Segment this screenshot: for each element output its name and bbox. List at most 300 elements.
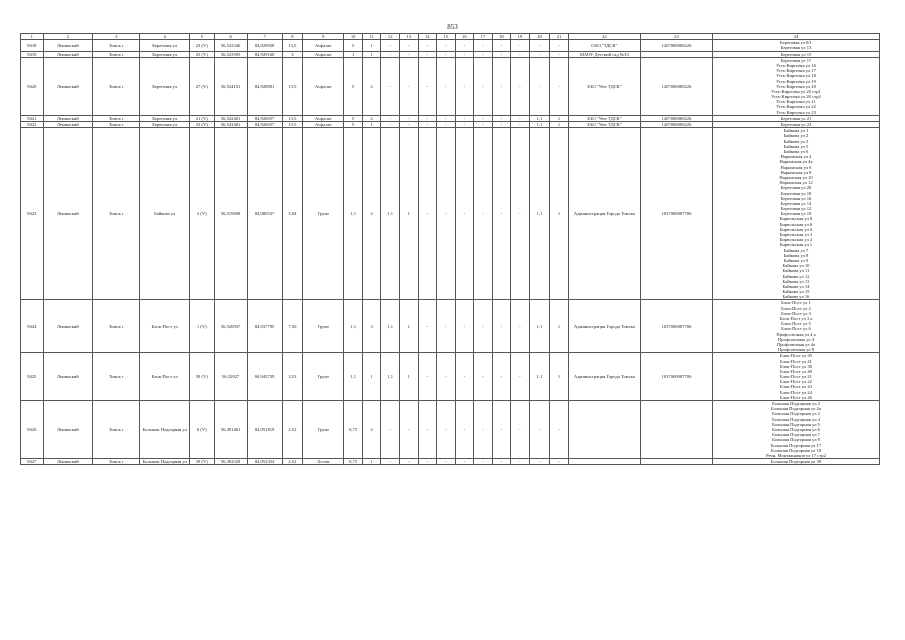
table-cell: Хелон (303, 459, 344, 465)
table-cell: 9426 (21, 401, 44, 459)
table-cell: 0,75 (344, 401, 363, 459)
column-header: 12 (381, 34, 400, 40)
address-item: Байкова ул 14 (782, 283, 810, 289)
table-cell: - (455, 51, 474, 57)
table-cell: 9425 (21, 353, 44, 401)
table-row (21, 128, 880, 300)
table-cell: 9424 (21, 300, 44, 353)
column-header: 15 (437, 34, 456, 40)
table-cell: Ленинский (43, 401, 92, 459)
table-cell: - (550, 51, 569, 57)
table-cell: Ленинский (43, 459, 92, 465)
table-cell: Администрация Города Томска (568, 300, 640, 353)
table-cell: ЗАО "Уют ТДСК" (568, 57, 640, 115)
table-cell: ЗАО "Уют ТДСК" (568, 115, 640, 121)
address-list-cell (713, 300, 880, 353)
table-cell: - (418, 300, 437, 353)
table-cell: 56,492528 (214, 459, 247, 465)
table-cell: - (399, 401, 418, 459)
column-header: 20 (529, 34, 550, 40)
table-cell: - (437, 300, 456, 353)
table-cell: 1 (550, 115, 569, 121)
table-cell: 1,1 (529, 122, 550, 128)
table-cell: Томск г (93, 51, 140, 57)
address-item: Блок-Пост ул 3 а (779, 316, 813, 321)
table-cell: - (492, 353, 511, 401)
table-cell: - (455, 459, 474, 465)
table-cell: Блок-Пост ул (140, 300, 189, 353)
table-cell: 5,04 (282, 128, 303, 300)
address-item: Бирюльская ул 6 (779, 221, 813, 227)
page-number: 853 (447, 23, 458, 31)
table-cell: 84,900537 (247, 128, 282, 300)
table-cell: Асфальт (303, 51, 344, 57)
table-cell: - (529, 51, 550, 57)
column-header: 23 (640, 34, 712, 40)
address-item: Блок-Пост ул 6 (781, 326, 811, 332)
table-cell: 56,52027 (214, 353, 247, 401)
table-cell: - (474, 40, 493, 51)
table-cell: - (437, 401, 456, 459)
table-cell: Грунт (303, 353, 344, 401)
address-item: Большая Подгорная ул 5 (772, 421, 820, 427)
table-cell: 56,522401 (214, 115, 247, 121)
address-item: Нарымская ул 12 (779, 180, 813, 186)
table-cell: 2,52 (282, 401, 303, 459)
table-cell: Администрация Города Томска (568, 128, 640, 300)
table-cell: - (474, 300, 493, 353)
table-cell: 56,526937 (214, 300, 247, 353)
address-item: Блок-Пост ул 24 (780, 389, 812, 395)
table-cell: 9419 (21, 51, 44, 57)
table-cell: 1 (362, 40, 381, 51)
address-item: Байкова ул 3 (783, 138, 809, 144)
table-cell (640, 459, 712, 465)
table-cell: 1,1 (529, 128, 550, 300)
table-cell: 1207000000226 (640, 122, 712, 128)
address-item: Большая Подгорная ул 6 (772, 426, 820, 432)
address-list-cell (713, 128, 880, 300)
column-header: 6 (214, 34, 247, 40)
column-header: 13 (399, 34, 418, 40)
table-cell: - (511, 122, 530, 128)
table-cell: 3 (282, 51, 303, 57)
table-cell: - (511, 115, 530, 121)
table-cell: - (418, 57, 437, 115)
column-header: 11 (362, 34, 381, 40)
column-header: 5 (189, 34, 214, 40)
table-cell: 5 (344, 115, 363, 121)
table-cell: 1,1 (529, 353, 550, 401)
address-item: Береговая ул 21 (780, 115, 812, 121)
address-item: Большая Подгорная ул 17 (770, 442, 822, 448)
table-cell: - (511, 300, 530, 353)
table-cell: 1 (399, 353, 418, 401)
table-cell: Асфальт (303, 57, 344, 115)
table-cell: - (381, 122, 400, 128)
table-cell: Томск г (93, 40, 140, 51)
table-cell: 1207000000226 (640, 57, 712, 115)
table-cell: ЗАО "Уют ТДСК" (568, 122, 640, 128)
table-cell: Асфальт (303, 40, 344, 51)
address-item: Усть-Киргизка ул 21 (776, 99, 816, 105)
table-cell: Береговая ул (140, 57, 189, 115)
address-item: Большая Подгорная ул 18 (770, 447, 822, 453)
table-cell: 5 (344, 57, 363, 115)
table-cell: - (474, 122, 493, 128)
table-cell: - (511, 353, 530, 401)
address-item: Байкова ул 6 (783, 149, 809, 154)
table-cell: - (437, 57, 456, 115)
table-cell: 9423 (21, 128, 44, 300)
table-cell: - (550, 459, 569, 465)
column-header: 17 (474, 34, 493, 40)
table-cell: - (418, 353, 437, 401)
table-cell: Грунт (303, 300, 344, 353)
address-item: Большая Подгорная ул 9 (772, 437, 820, 443)
table-cell: 1 (399, 300, 418, 353)
table-row (21, 401, 880, 459)
table-cell: Администрация Города Томска (568, 353, 640, 401)
table-cell: - (437, 122, 456, 128)
table-cell: 5 (344, 122, 363, 128)
table-cell (640, 401, 712, 459)
table-cell: Ленинский (43, 40, 92, 51)
table-cell: 13,5 (282, 122, 303, 128)
table-cell: - (455, 122, 474, 128)
address-item: Блок-Пост ул 22 (780, 379, 812, 385)
table-row (21, 353, 880, 401)
address-list-cell (713, 40, 880, 51)
table-cell: Ленинский (43, 353, 92, 401)
table-cell: 84,945739 (247, 353, 282, 401)
table-cell: 1,1 (381, 300, 400, 353)
address-item: Байкова ул 16 (782, 294, 810, 300)
table-cell: 1 (550, 122, 569, 128)
table-cell: - (492, 57, 511, 115)
table-cell: 23 (V) (189, 122, 214, 128)
address-item: Блок-Пост ул 23 (780, 384, 812, 390)
table-cell: 1 (362, 459, 381, 465)
table-cell: Береговая ул (140, 51, 189, 57)
table-cell: - (474, 459, 493, 465)
table-cell: - (492, 128, 511, 300)
address-item: Усть-Киргизка ул 17 (776, 68, 816, 74)
table-cell: - (550, 57, 569, 115)
address-item: Бирюльская ул 4 (779, 226, 813, 232)
table-cell: - (381, 401, 400, 459)
table-cell (568, 459, 640, 465)
table-cell: Блок-Пост ул (140, 353, 189, 401)
address-item: Береговая ул 17 (780, 57, 812, 63)
table-cell: - (455, 300, 474, 353)
table-cell: - (381, 51, 400, 57)
table-body (21, 40, 880, 465)
address-item: Береговая ул 20 (780, 185, 812, 191)
address-item: Байкова ул 12 (782, 273, 810, 279)
table-cell: - (455, 115, 474, 121)
table-cell (568, 401, 640, 459)
table-cell: - (474, 115, 493, 121)
table-cell: МАОУ Детский сад №33 (568, 51, 640, 57)
address-item: Блок-Пост ул 39 (780, 353, 812, 359)
address-item: Бирюльская ул 2 (779, 237, 813, 243)
table-cell: 9420 (21, 57, 44, 115)
column-header: 1 (21, 34, 44, 40)
column-header: 16 (455, 34, 474, 40)
address-item: Береговая ул 18 (780, 190, 812, 196)
table-cell: Томск г (93, 115, 140, 121)
address-item: Нарымская ул 6 (780, 164, 812, 170)
table-cell: - (492, 51, 511, 57)
table-cell: - (399, 115, 418, 121)
address-item: Байкова ул 1 (783, 128, 809, 134)
address-item: Нарымская ул 8 (780, 169, 812, 175)
table-cell: - (437, 353, 456, 401)
address-item: Большая Подгорная ул 2 (772, 401, 820, 406)
address-item: Усть-Киргизка ул 20 стр2 (771, 94, 821, 100)
table-cell: 1037000087706 (640, 353, 712, 401)
address-item: Речн. Монтажников ул 17 стр2 (766, 452, 826, 458)
table-cell: Томск г (93, 353, 140, 401)
address-item: Блок-Пост ул 26 (780, 394, 812, 400)
address-item: Нарымская ул 4 (780, 154, 812, 160)
address-item: Блок-Пост ул 2 (781, 305, 811, 311)
table-cell: - (437, 51, 456, 57)
table-cell: - (492, 40, 511, 51)
column-header: 8 (282, 34, 303, 40)
table-cell: Байкова ул (140, 128, 189, 300)
address-item: Блок-Пост ул 3 (781, 310, 811, 316)
table-cell: - (492, 459, 511, 465)
table-cell: Асфальт (303, 115, 344, 121)
address-item: Байкова ул 11 (782, 268, 810, 274)
table-cell: 9421 (21, 115, 44, 121)
table-cell: 13,5 (282, 115, 303, 121)
table-cell: 84,937795 (247, 300, 282, 353)
table-cell: 13,5 (282, 40, 303, 51)
table-cell: 1,1 (529, 300, 550, 353)
table-cell: 9422 (21, 122, 44, 128)
table-row (21, 40, 880, 51)
address-item: Профсоюзная ул 4 а (776, 331, 816, 337)
address-item: Профсоюзная ул 4 (777, 336, 815, 342)
table-cell: - (381, 115, 400, 121)
table-cell: - (418, 40, 437, 51)
column-header: 2 (43, 34, 92, 40)
table-cell: - (437, 128, 456, 300)
table-cell: 1 (399, 128, 418, 300)
data-table (20, 33, 880, 465)
table-cell: Томск г (93, 122, 140, 128)
table-cell: - (492, 122, 511, 128)
table-cell: 3 (362, 300, 381, 353)
table-cell: 1 (550, 300, 569, 353)
table-cell: 2 (362, 401, 381, 459)
table-cell: 23 (V) (189, 40, 214, 51)
address-list-cell (713, 57, 880, 115)
column-header: 7 (247, 34, 282, 40)
address-item: Большая Подгорная ул 3 (772, 411, 820, 417)
column-header: 19 (511, 34, 530, 40)
address-item: Бирюльская ул 8 (779, 216, 813, 222)
address-item: Байкова ул 10 (782, 263, 810, 269)
table-cell: 84,951819 (247, 401, 282, 459)
table-cell: 9427 (21, 459, 44, 465)
table-cell: Ленинский (43, 115, 92, 121)
column-header: 10 (344, 34, 363, 40)
table-cell: - (381, 57, 400, 115)
table-cell: 84,929160 (247, 51, 282, 57)
column-header: 22 (568, 34, 640, 40)
table-cell: - (529, 459, 550, 465)
table-cell: - (529, 401, 550, 459)
table-cell: 1,1 (344, 128, 363, 300)
address-item: Байкова ул 2 (783, 133, 809, 139)
table-cell: - (511, 401, 530, 459)
table-cell: - (381, 459, 400, 465)
address-item: Байкова ул 13 (782, 278, 810, 284)
table-cell: 27 (V) (189, 57, 214, 115)
column-header: 4 (140, 34, 189, 40)
table-cell: 7,56 (282, 300, 303, 353)
table-cell: 1 (362, 51, 381, 57)
address-item: Нарымская ул 4а (779, 159, 813, 165)
table-cell: Ленинский (43, 51, 92, 57)
table-cell: Береговая ул (140, 122, 189, 128)
table-cell: ОАО "ТДСК" (568, 40, 640, 51)
table-cell: - (474, 353, 493, 401)
table-cell: - (399, 122, 418, 128)
address-item: Блок-Пост ул 1 (781, 300, 811, 306)
address-item: Большая Подгорная ул 4 (772, 416, 820, 422)
table-cell: 25 (V) (189, 51, 214, 57)
table-cell: Береговая ул (140, 115, 189, 121)
address-item: Большая Подгорная ул 39 (770, 459, 822, 465)
table-cell: 56,491401 (214, 401, 247, 459)
address-item: Усть-Киргизка ул 19 (776, 78, 816, 84)
address-item: Береговая ул 14 (780, 200, 812, 206)
address-item: Береговая ул 10 (780, 211, 812, 217)
address-item: Блок-Пост ул 5 (781, 321, 811, 327)
table-cell: Ленинский (43, 128, 92, 300)
address-item: Береговая ул 15 (780, 51, 812, 57)
table-cell: Большая Подгорная ул (140, 401, 189, 459)
table-cell: Ленинский (43, 122, 92, 128)
table-cell: 2 (V) (189, 128, 214, 300)
table-cell: - (474, 57, 493, 115)
table-cell: Ленинский (43, 57, 92, 115)
address-item: Байкова ул 7 (783, 247, 809, 253)
table-cell: 2 (362, 115, 381, 121)
table-cell: 1 (362, 122, 381, 128)
address-item: Береговая ул 23 (780, 122, 812, 128)
table-cell: Береговая ул (140, 40, 189, 51)
table-cell: 6 (V) (189, 401, 214, 459)
table-cell: - (455, 401, 474, 459)
address-item: Усть-Киргизка ул 16 (776, 62, 816, 68)
address-item: Профсоюзная ул 8 (777, 347, 815, 353)
address-item: Береговая ул 13 (780, 45, 812, 51)
table-row (21, 57, 880, 115)
table-cell: Грунт (303, 401, 344, 459)
table-cell: 84,929038 (247, 40, 282, 51)
table-cell: 39 (V) (189, 353, 214, 401)
table-cell: - (492, 401, 511, 459)
table-cell: 1,1 (344, 300, 363, 353)
table-cell: - (399, 57, 418, 115)
table-cell: 84,928081 (247, 57, 282, 115)
table-cell: Ленинский (43, 300, 92, 353)
table-cell: - (474, 51, 493, 57)
column-header: 21 (550, 34, 569, 40)
table-cell: - (455, 128, 474, 300)
table-row (21, 300, 880, 353)
table-cell: 1 (V) (189, 300, 214, 353)
column-header: 18 (492, 34, 511, 40)
table-cell: - (399, 51, 418, 57)
table-cell: - (474, 401, 493, 459)
column-header: 14 (418, 34, 437, 40)
address-item: Бирюльская ул 3 (779, 232, 813, 237)
address-item: Блок-Пост ул 40 (780, 368, 812, 374)
table-cell: - (511, 40, 530, 51)
table-cell: 1,1 (529, 115, 550, 121)
table-cell: - (455, 40, 474, 51)
address-item: Блок-Пост ул 41 (780, 358, 812, 364)
table-cell: 1 (362, 353, 381, 401)
table-cell: 9418 (21, 40, 44, 51)
table-cell: - (529, 57, 550, 115)
table-cell: - (437, 115, 456, 121)
table-cell: 1 (550, 128, 569, 300)
address-item: Береговая ул 16 (780, 195, 812, 201)
table-cell: Большая Подгорная ул (140, 459, 189, 465)
table-cell: - (437, 459, 456, 465)
address-item: Большая Подгорная ул 2а (771, 406, 821, 412)
table-cell: 84,926057 (247, 115, 282, 121)
table-cell: - (455, 353, 474, 401)
table-cell: 1037000087706 (640, 300, 712, 353)
address-item: Блок-Пост ул 21 (780, 374, 812, 380)
table-cell: - (550, 40, 569, 51)
table-cell: 0,75 (344, 459, 363, 465)
table-cell: Асфальт (303, 122, 344, 128)
address-item: Береговая ул 12 (780, 206, 812, 212)
table-cell: 56,524101 (214, 57, 247, 115)
address-list-cell (713, 401, 880, 459)
table-cell: - (529, 40, 550, 51)
table-cell: - (511, 128, 530, 300)
table-cell: 84,926057 (247, 122, 282, 128)
table-cell: - (511, 51, 530, 57)
table-cell: - (418, 128, 437, 300)
table-cell: Томск г (93, 459, 140, 465)
table-cell: 1 (344, 51, 363, 57)
table-cell: - (418, 122, 437, 128)
table-cell: 56,522401 (214, 122, 247, 128)
table-cell: - (418, 401, 437, 459)
table-cell: 1207000000226 (640, 40, 712, 51)
table-cell: 1 (550, 353, 569, 401)
address-list-cell (713, 353, 880, 401)
address-item: Байкова ул 9 (783, 257, 809, 263)
address-item: Нарымская ул 10 (779, 174, 813, 180)
table-cell: Томск г (93, 57, 140, 115)
table-cell: 56,522340 (214, 40, 247, 51)
table-cell: 1,1 (381, 353, 400, 401)
address-item: Блок-Пост ул 38 (780, 363, 812, 369)
